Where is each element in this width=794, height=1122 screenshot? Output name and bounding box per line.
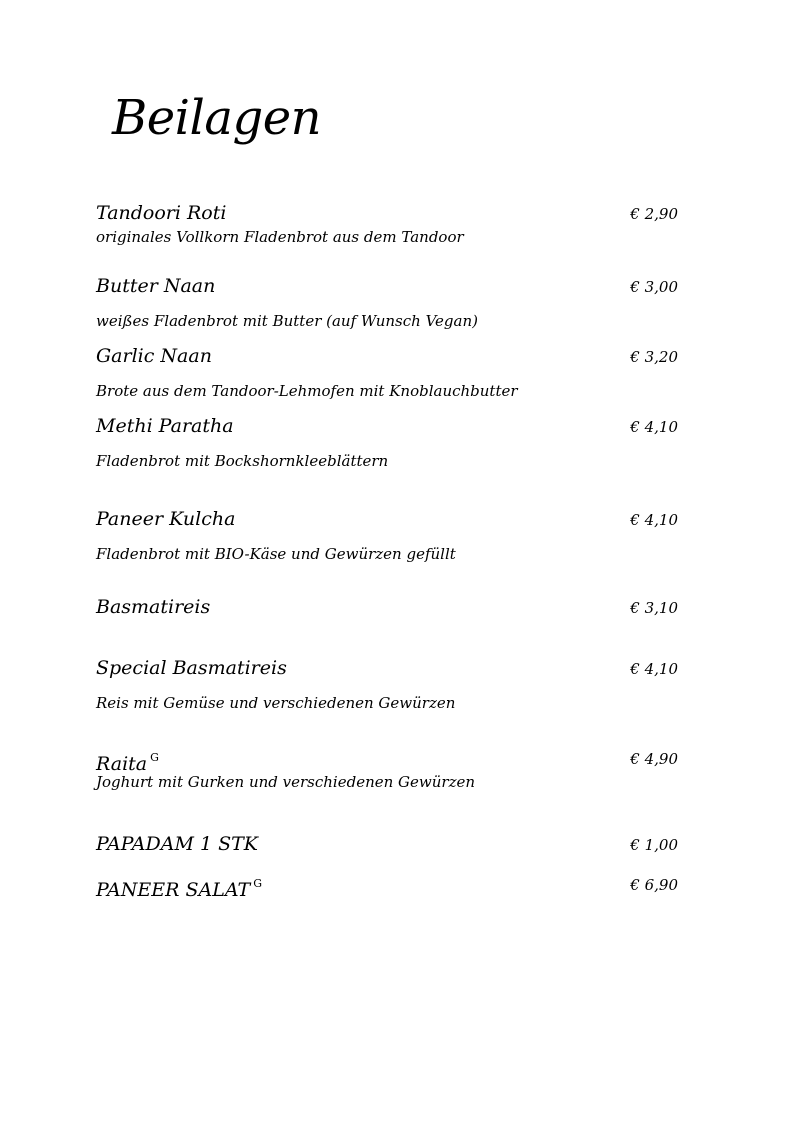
item-description: Fladenbrot mit Bockshornkleeblättern: [96, 452, 389, 470]
allergen-marker: G: [150, 751, 159, 764]
menu-item: [96, 871, 678, 901]
item-name: Basmatireis: [96, 596, 211, 618]
menu-item: [96, 273, 678, 303]
item-description: Fladenbrot mit BIO-Käse und Gewürzen gefüllt: [96, 545, 456, 563]
item-name: [96, 871, 262, 903]
item-price: € 3,00: [630, 278, 678, 296]
item-name: Methi Paratha: [96, 415, 234, 437]
item-price: € 6,90: [630, 876, 678, 894]
item-description: Brote aus dem Tandoor-Lehmofen mit Knoblauchbutter: [96, 382, 518, 400]
page-title: Beilagen: [112, 90, 322, 146]
menu-item: [96, 506, 678, 536]
item-name: PAPADAM 1 STK: [96, 833, 258, 855]
allergen-marker: G: [253, 877, 262, 890]
item-description: weißes Fladenbrot mit Butter (auf Wunsch Vegan): [96, 312, 478, 330]
menu-item: [96, 594, 678, 624]
item-description: Reis mit Gemüse und verschiedenen Gewürzen: [96, 694, 456, 712]
item-price: € 3,10: [630, 599, 678, 617]
item-name: Garlic Naan: [96, 345, 212, 367]
item-description: Joghurt mit Gurken und verschiedenen Gewürzen: [96, 773, 476, 791]
menu-item: [96, 413, 678, 443]
item-price: € 3,20: [630, 348, 678, 366]
menu-item: [96, 831, 678, 861]
item-name: Special Basmatireis: [96, 657, 287, 679]
item-name: Tandoori Roti: [96, 202, 227, 224]
item-price: € 4,90: [630, 750, 678, 768]
menu-item: [96, 343, 678, 373]
item-name: Butter Naan: [96, 275, 216, 297]
item-name-text: PANEER SALAT: [96, 879, 251, 901]
item-name-text: Raita: [96, 753, 148, 775]
item-price: € 2,90: [630, 205, 678, 223]
menu-item: [96, 655, 678, 685]
item-price: € 4,10: [630, 660, 678, 678]
item-price: € 1,00: [630, 836, 678, 854]
item-description: originales Vollkorn Fladenbrot aus dem Tandoor: [96, 228, 464, 246]
item-price: € 4,10: [630, 511, 678, 529]
item-price: € 4,10: [630, 418, 678, 436]
item-name: Paneer Kulcha: [96, 508, 236, 530]
